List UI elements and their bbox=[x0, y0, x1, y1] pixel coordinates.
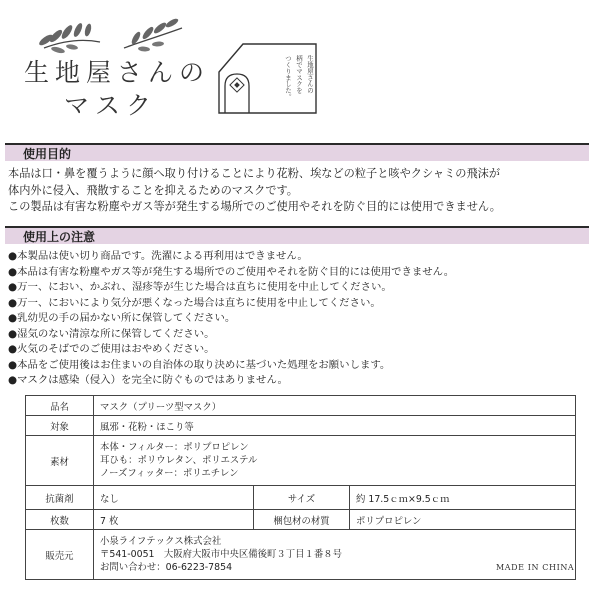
spec-table bbox=[25, 395, 576, 580]
seller-line: 小泉ライフテックス株式会社 bbox=[100, 536, 222, 547]
material-line: 耳ひも：ポリウレタン、ポリエステル bbox=[100, 455, 258, 466]
antibacterial-value: なし bbox=[94, 486, 254, 510]
seller-line: お問い合わせ：06-6223-7854 bbox=[100, 562, 233, 573]
seller-line: 〒541-0051 大阪府大阪市中央区備後町３丁目１番８号 bbox=[100, 549, 343, 560]
caution-item: ●本製品は使い切り商品です。洗濯による再利用はできません。 bbox=[8, 250, 308, 262]
purpose-line: この製品は有害な粉塵やガス等が発生する場所でのご使用やそれを防ぐ目的には使用できません。 bbox=[8, 200, 501, 213]
cautions-heading: 使用上の注意 bbox=[5, 226, 589, 244]
packaging-value: ポリプロピレン bbox=[350, 510, 576, 530]
brand-header bbox=[0, 0, 600, 135]
table-row bbox=[26, 510, 576, 530]
laurel-left-icon bbox=[36, 12, 104, 56]
material-label: 素材 bbox=[26, 436, 94, 486]
target-value: 風邪・花粉・ほこり等 bbox=[94, 416, 576, 436]
caution-item: ●本品をご使用後はお住まいの自治体の取り決めに基づいた処理をお願いします。 bbox=[8, 358, 391, 371]
brand-title bbox=[24, 56, 234, 122]
antibacterial-label: 抗菌剤 bbox=[26, 486, 94, 510]
caution-list bbox=[8, 249, 588, 389]
product-name-label: 品名 bbox=[26, 396, 94, 416]
purpose-text bbox=[8, 166, 588, 216]
packaging-label: 梱包材の材質 bbox=[254, 510, 350, 530]
caution-item: ●万一、におい、かぶれ、湿疹等が生じた場合は直ちに使用を中止してください。 bbox=[8, 281, 392, 293]
table-row bbox=[26, 436, 576, 486]
brand-title-line2: マスク bbox=[64, 91, 158, 120]
product-name-value: マスク（プリーツ型マスク） bbox=[94, 396, 576, 416]
table-row bbox=[26, 486, 576, 510]
table-row bbox=[26, 416, 576, 436]
purpose-heading: 使用目的 bbox=[5, 143, 589, 161]
count-label: 枚数 bbox=[26, 510, 94, 530]
size-label: サイズ bbox=[254, 486, 350, 510]
seller-value bbox=[94, 530, 576, 580]
purpose-line: 体内外に侵入、飛散することを抑えるためのマスクです。 bbox=[8, 183, 298, 197]
caution-item: ●火気のそばでのご使用はおやめください。 bbox=[8, 343, 215, 355]
house-caption bbox=[250, 55, 314, 111]
table-row bbox=[26, 530, 576, 580]
brand-title-line1: 生地屋さんの bbox=[24, 58, 211, 87]
target-label: 対象 bbox=[26, 416, 94, 436]
purpose-line: 本品は口・鼻を覆うように顔へ取り付けることにより花粉、埃などの粒子と咳やクシャミの飛沫が bbox=[8, 167, 501, 180]
caution-item: ●万一、においにより気分が悪くなった場合は直ちに使用を中止してください。 bbox=[8, 296, 381, 309]
size-value: 約 17.5ｃｍ×9.5ｃｍ bbox=[350, 486, 576, 510]
material-line: 本体・フィルター：ポリプロピレン bbox=[100, 442, 249, 453]
material-value bbox=[94, 436, 576, 486]
caution-item: ●湿気のない清涼な所に保管してください。 bbox=[8, 327, 215, 340]
house-caption-line: 生地屋さんの bbox=[306, 55, 314, 94]
table-row bbox=[26, 396, 576, 416]
house-caption-line: 柄でマスクを bbox=[295, 55, 303, 94]
seller-label: 販売元 bbox=[26, 530, 94, 580]
made-in-label: MADE IN CHINA bbox=[496, 563, 575, 572]
house-caption-line: つくりました。 bbox=[284, 55, 292, 100]
caution-item: ●マスクは感染（侵入）を完全に防ぐものではありません。 bbox=[8, 374, 288, 386]
material-line: ノーズフィッター：ポリエチレン bbox=[100, 468, 239, 479]
caution-item: ●乳幼児の手の届かない所に保管してください。 bbox=[8, 312, 236, 324]
laurel-right-icon bbox=[120, 14, 186, 56]
count-value: 7 枚 bbox=[94, 510, 254, 530]
caution-item: ●本品は有害な粉塵やガス等が発生する場所でのご使用やそれを防ぐ目的には使用できません。 bbox=[8, 265, 455, 278]
